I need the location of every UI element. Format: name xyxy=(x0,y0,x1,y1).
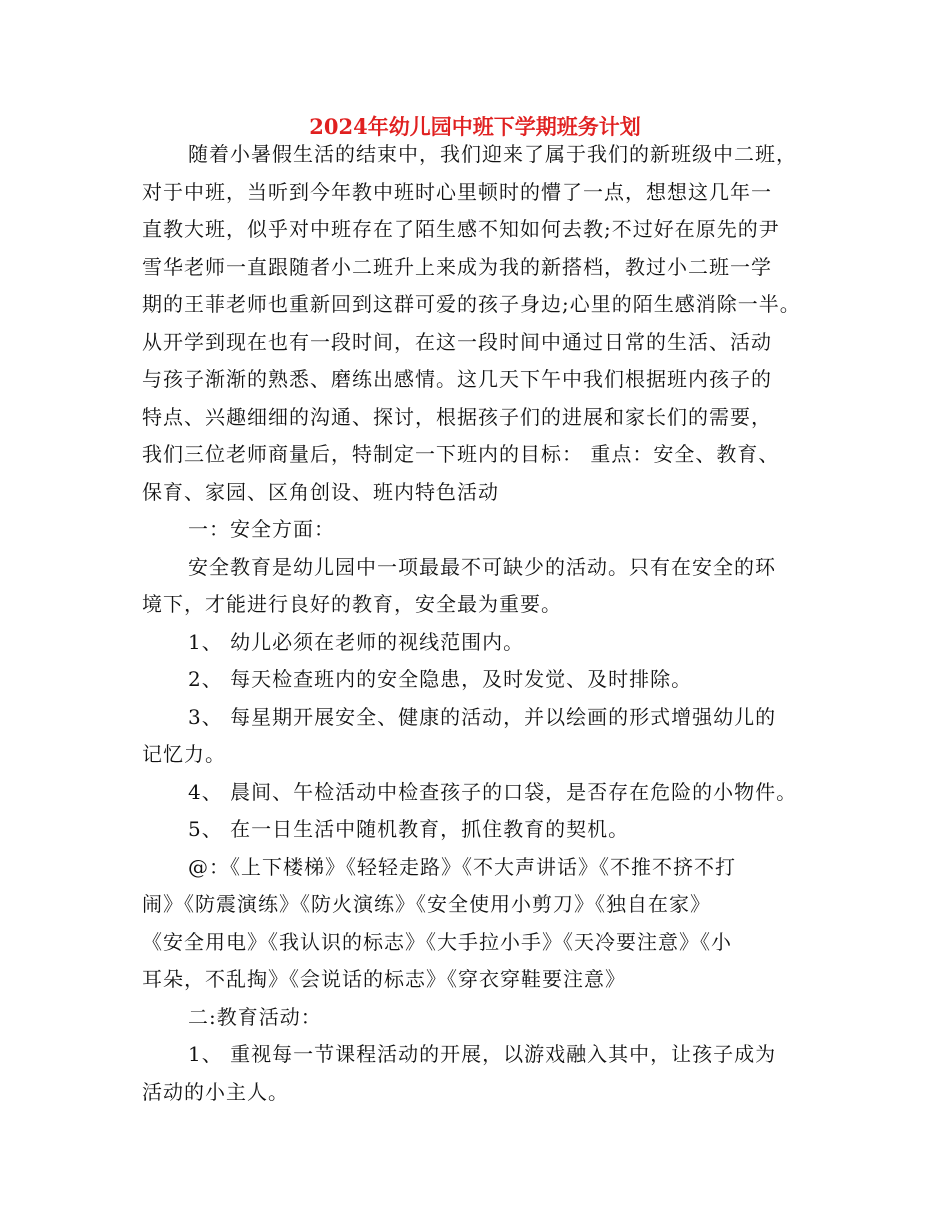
text-line: 直教大班，似乎对中班存在了陌生感不知如何去教;不过好在原先的尹 xyxy=(142,217,780,241)
text-line: 从开学到现在也有一段时间，在这一段时间中通过日常的生活、活动 xyxy=(142,329,772,354)
text-line: 二:教育活动： xyxy=(188,1004,322,1029)
text-line: 活动的小主人。 xyxy=(142,1079,289,1104)
text-line: 2、 每天检查班内的安全隐患，及时发觉、及时排除。 xyxy=(188,667,693,691)
text-line: 境下，才能进行良好的教育，安全最为重要。 xyxy=(142,592,562,616)
text-line: 安全教育是幼儿园中一项最最不可缺少的活动。只有在安全的环 xyxy=(188,554,776,579)
text-line: 4、 晨间、午检活动中检查孩子的口袋，是否存在危险的小物件。 xyxy=(188,779,798,804)
text-line: 记忆力。 xyxy=(142,742,226,766)
document-title: 2024年幼儿园中班下学期班务计划 xyxy=(309,114,641,139)
document-body xyxy=(142,136,822,1111)
text-line: 一：安全方面： xyxy=(188,517,335,541)
text-line: 耳朵，不乱掏》《会说话的标志》《穿衣穿鞋要注意》 xyxy=(142,967,626,991)
text-line: 5、 在一日生活中随机教育，抓住教育的契机。 xyxy=(188,817,630,841)
text-line: 对于中班，当听到今年教中班时心里顿时的懵了一点，想想这几年一 xyxy=(142,179,772,204)
text-line: 期的王菲老师也重新回到这群可爱的孩子身边;心里的陌生感消除一半。 xyxy=(142,292,801,316)
text-line: 特点、兴趣细细的沟通、探讨，根据孩子们的进展和家长们的需要， xyxy=(142,404,772,429)
text-line: 随着小暑假生活的结束中，我们迎来了属于我们的新班级中二班， xyxy=(188,142,797,166)
text-line: 3、 每星期开展安全、健康的活动，并以绘画的形式增强幼儿的 xyxy=(188,704,777,729)
text-line: @：《上下楼梯》《轻轻走路》《不大声讲话》《不推不挤不打 xyxy=(188,854,736,879)
text-line: 1、 重视每一节课程活动的开展，以游戏融入其中，让孩子成为 xyxy=(188,1042,777,1066)
text-line: 闹》《防震演练》《防火演练》《安全使用小剪刀》《独自在家》 xyxy=(142,892,711,916)
text-line: 保育、家园、区角创设、班内特色活动 xyxy=(142,479,499,504)
text-line: 与孩子渐渐的熟悉、磨练出感情。这几天下午中我们根据班内孩子的 xyxy=(142,367,772,391)
text-line: 我们三位老师商量后，特制定一下班内的目标： 重点：安全、教育、 xyxy=(142,442,780,466)
text-line: 1、 幼儿必须在老师的视线范围内。 xyxy=(188,629,525,654)
text-line: 雪华老师一直跟随者小二班升上来成为我的新搭档，教过小二班一学 xyxy=(142,254,772,279)
text-line: 《安全用电》《我认识的标志》《大手拉小手》《天冷要注意》《小 xyxy=(142,929,732,954)
